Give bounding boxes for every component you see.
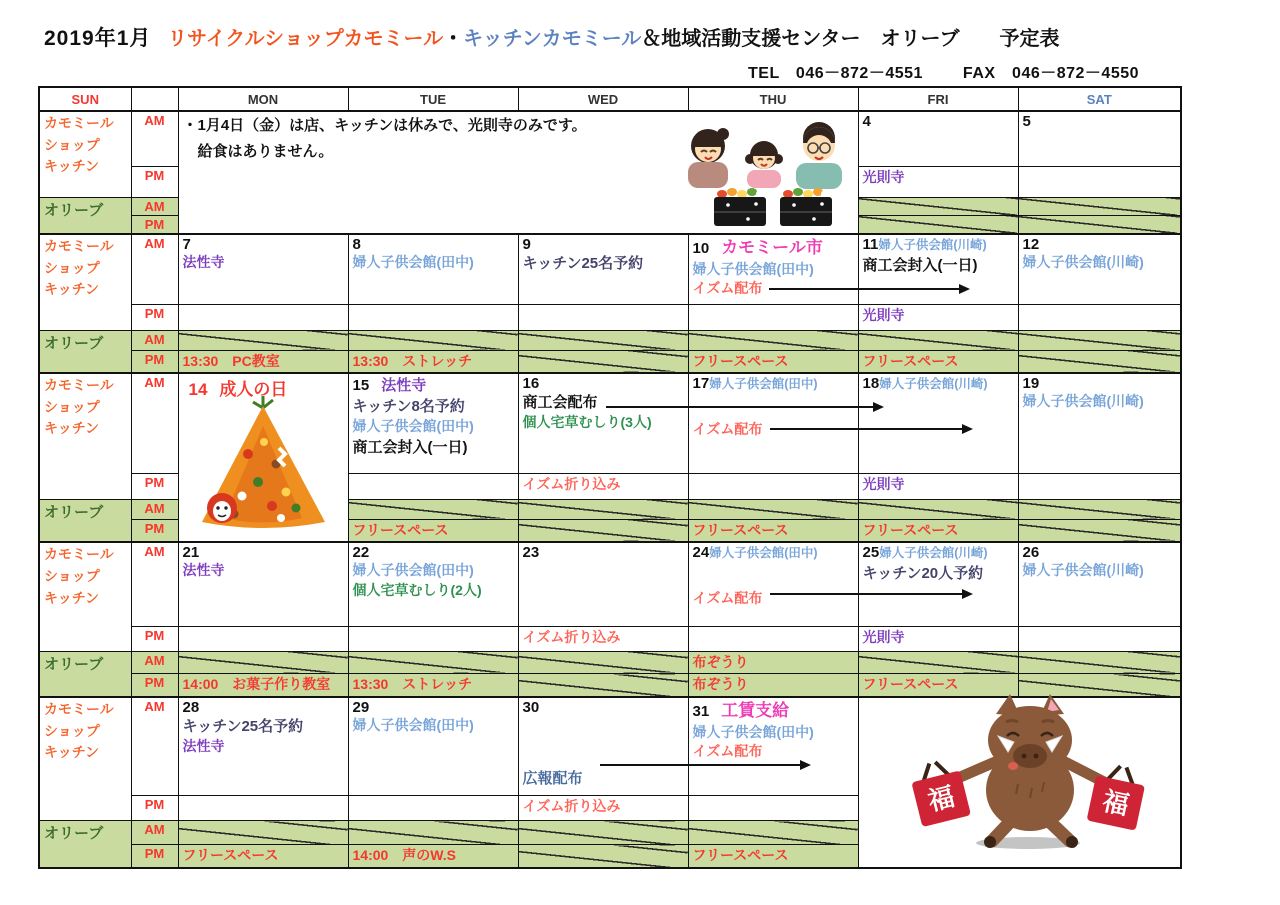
- entry: 婦人子供会館(田中): [692, 723, 814, 740]
- closed-cell: [348, 821, 518, 845]
- cell-jan12-am: [1018, 234, 1181, 304]
- cell-jan5-pm: [1018, 166, 1181, 197]
- cell-jan30-pm: イズム折り込み: [518, 796, 688, 821]
- arrow-shokokai-week3: [606, 406, 873, 408]
- entry: 婦人子供会館(川崎): [879, 546, 988, 561]
- closed-cell: [178, 651, 348, 674]
- closed-cell: [178, 821, 348, 845]
- page-title: [44, 22, 1060, 52]
- note-line1: ・1月4日（金）は店、キッチンは休みで、光則寺のみです。: [182, 117, 587, 134]
- pm-label: PM: [131, 166, 178, 197]
- olive-event: フリースペース: [858, 350, 1018, 373]
- col-header-sun: SUN: [39, 87, 131, 111]
- entry: 婦人子供会館(田中): [352, 418, 474, 435]
- olive-event: フリースペース: [688, 350, 858, 373]
- date: 26: [1022, 544, 1040, 562]
- entry: 婦人子供会館(川崎): [878, 238, 987, 252]
- entry: キッチン25名予約: [522, 255, 644, 272]
- date: 23: [522, 544, 540, 562]
- olive-event: 14:00 お菓子作り教室: [178, 674, 348, 697]
- col-header-fri: FRI: [858, 87, 1018, 111]
- col-header-mon: MON: [178, 87, 348, 111]
- olive-event: フリースペース: [688, 845, 858, 868]
- empty-cell: [688, 304, 858, 330]
- date: 25: [862, 544, 880, 562]
- cell-jan15-am: [348, 373, 518, 473]
- col-header-sat: SAT: [1018, 87, 1181, 111]
- date: 30: [522, 698, 540, 716]
- pm-label: PM: [131, 304, 178, 330]
- cell-jan18-pm: 光則寺: [858, 473, 1018, 499]
- entry: 婦人子供会館(田中): [692, 260, 814, 277]
- cell-jan23-pm: イズム折り込み: [518, 626, 688, 651]
- closed-cell: [518, 674, 688, 697]
- col-header-blank: [131, 87, 178, 111]
- entry: イズム配布: [692, 420, 763, 437]
- closed-cell: [688, 499, 858, 519]
- cell-jan30-am: [518, 697, 688, 796]
- date: 16: [522, 375, 540, 393]
- olive-event: 布ぞうり: [688, 674, 858, 697]
- event-title: 工賃支給: [721, 700, 790, 720]
- date: 19: [1022, 375, 1040, 393]
- cell-jan16-am: [518, 373, 688, 473]
- closed-cell: [858, 651, 1018, 674]
- cell-jan4-am: [858, 111, 1018, 166]
- olive-event: フリースペース: [348, 519, 518, 542]
- olive-event: フリースペース: [858, 519, 1018, 542]
- entry: 婦人子供会館(田中): [709, 377, 818, 392]
- cell-jan28-am: [178, 697, 348, 796]
- closed-cell: [348, 330, 518, 350]
- closed-cell: [688, 330, 858, 350]
- col-header-thu: THU: [688, 87, 858, 111]
- date: 28: [182, 698, 200, 716]
- arrow-izumu-week4: [770, 593, 962, 595]
- am-label: AM: [131, 697, 178, 796]
- date: 29: [352, 698, 370, 716]
- pm-label: PM: [131, 626, 178, 651]
- closed-cell: [518, 519, 688, 542]
- pm-label: PM: [131, 674, 178, 697]
- cell-jan16-pm: イズム折り込み: [518, 473, 688, 499]
- olive-event: 13:30 ストレッチ: [348, 350, 518, 373]
- closed-cell: [1018, 330, 1181, 350]
- cell-jan11-am: [858, 234, 1018, 304]
- cell-jan21-am: [178, 542, 348, 626]
- empty-cell: [348, 626, 518, 651]
- cell-jan4-pm: 光則寺: [858, 166, 1018, 197]
- closed-cell: [688, 821, 858, 845]
- entry: イズム配布: [692, 743, 763, 760]
- title-kitchen-name: キッチンカモミール: [463, 28, 642, 50]
- am-label: AM: [131, 821, 178, 845]
- cell-jan5-am: [1018, 111, 1181, 166]
- row-label-olive: オリーブ: [39, 499, 131, 542]
- row-label-olive: オリーブ: [39, 197, 131, 234]
- entry: 商工会封入(一日): [352, 438, 468, 456]
- date: 17: [692, 375, 710, 393]
- empty-cell: [688, 796, 858, 821]
- closed-cell: [1018, 350, 1181, 373]
- row-label-olive: オリーブ: [39, 330, 131, 373]
- am-label: AM: [131, 542, 178, 626]
- empty-cell: [1018, 473, 1181, 499]
- entry: 広報配布: [522, 770, 583, 788]
- cell-jan18-am: [858, 373, 1018, 473]
- date: 18: [862, 375, 880, 393]
- am-label: AM: [131, 234, 178, 304]
- olive-event: フリースペース: [688, 519, 858, 542]
- entry: イズム配布: [692, 280, 763, 297]
- closed-cell: [858, 499, 1018, 519]
- olive-event: 14:00 声のW.S: [348, 845, 518, 868]
- title-dot: ・: [443, 28, 464, 50]
- date: 7: [182, 236, 191, 253]
- cell-jan25-am: [858, 542, 1018, 626]
- cell-jan9-am: [518, 234, 688, 304]
- date: 21: [182, 544, 200, 562]
- empty-cell: [178, 626, 348, 651]
- closed-cell: [348, 499, 518, 519]
- cell-jan8-am: [348, 234, 518, 304]
- entry: 婦人子供会館(川崎): [879, 377, 988, 392]
- closed-cell: [858, 330, 1018, 350]
- entry: キッチン25名予約: [182, 717, 304, 735]
- cell-jan17-am: [688, 373, 858, 473]
- pm-label: PM: [131, 845, 178, 868]
- col-header-wed: WED: [518, 87, 688, 111]
- closed-cell: [1018, 197, 1181, 215]
- empty-cell: [348, 796, 518, 821]
- am-label: AM: [131, 373, 178, 473]
- date: 24: [692, 544, 710, 562]
- closed-cell: [518, 350, 688, 373]
- cell-jan23-am: [518, 542, 688, 626]
- date: 15: [352, 377, 370, 395]
- pm-label: PM: [131, 215, 178, 234]
- cell-jan31-am: [688, 697, 858, 796]
- am-label: AM: [131, 499, 178, 519]
- empty-cell: [348, 304, 518, 330]
- entry: 個人宅草むしり(3人): [522, 414, 652, 431]
- entry: 婦人子供会館(田中): [352, 254, 474, 270]
- entry: 法性寺: [182, 254, 225, 270]
- olive-event: フリースペース: [178, 845, 348, 868]
- empty-cell: [348, 473, 518, 499]
- am-label: AM: [131, 330, 178, 350]
- date: 5: [1022, 113, 1031, 130]
- closed-cell: [1018, 215, 1181, 234]
- arrow-koho-week5: [600, 764, 800, 766]
- olive-event: 13:30 ストレッチ: [348, 674, 518, 697]
- date: 4: [862, 113, 871, 130]
- title-month: 2019年1月: [44, 27, 152, 50]
- row-label-shop: カモミール ショップ キッチン: [39, 542, 131, 651]
- cell-jan29-am: [348, 697, 518, 796]
- pm-label: PM: [131, 796, 178, 821]
- empty-cell: [1018, 304, 1181, 330]
- date: 9: [522, 236, 531, 253]
- closed-cell: [178, 330, 348, 350]
- entry: 法性寺: [381, 377, 427, 395]
- empty-cell: [178, 796, 348, 821]
- note-line2: 給食はありません。: [182, 143, 334, 161]
- empty-cell: [178, 304, 348, 330]
- closed-cell: [1018, 499, 1181, 519]
- row-label-shop: カモミール ショップ キッチン: [39, 373, 131, 499]
- closed-cell: [518, 821, 688, 845]
- title-shop-name: リサイクルショップカモミール: [167, 28, 444, 50]
- am-label: AM: [131, 111, 178, 166]
- closed-cell: [1018, 651, 1181, 674]
- entry: 商工会配布: [522, 394, 598, 412]
- date: 8: [352, 236, 361, 253]
- pm-label: PM: [131, 350, 178, 373]
- empty-cell: [688, 626, 858, 651]
- olive-event: フリースペース: [858, 674, 1018, 697]
- entry: 法性寺: [182, 737, 225, 754]
- date: 31: [692, 702, 710, 720]
- entry: 婦人子供会館(川崎): [1022, 254, 1144, 270]
- entry: キッチン8名予約: [352, 398, 465, 416]
- entry: 婦人子供会館(田中): [709, 546, 818, 561]
- holiday-name: 成人の日: [219, 380, 288, 400]
- pm-label: PM: [131, 473, 178, 499]
- olive-event: 布ぞうり: [688, 651, 858, 674]
- row-label-olive: オリーブ: [39, 651, 131, 697]
- date: 11: [862, 236, 879, 253]
- entry: 法性寺: [182, 562, 225, 579]
- entry: 商工会封入(一日): [862, 256, 978, 274]
- olive-event: 13:30 PC教室: [178, 350, 348, 373]
- date: 14: [188, 380, 208, 400]
- closed-cell: [348, 651, 518, 674]
- entry: キッチン20人予約: [862, 564, 984, 582]
- row-label-shop: カモミール ショップ キッチン: [39, 697, 131, 821]
- col-header-tue: TUE: [348, 87, 518, 111]
- entry: 個人宅草むしり(2人): [352, 581, 482, 598]
- day-header-row: [39, 87, 1181, 111]
- date: 12: [1022, 236, 1040, 253]
- am-label: AM: [131, 197, 178, 215]
- am-label: AM: [131, 651, 178, 674]
- pm-label: PM: [131, 519, 178, 542]
- closed-cell: [518, 845, 688, 868]
- date: 22: [352, 544, 370, 562]
- date: 10: [692, 240, 710, 257]
- entry: 婦人子供会館(川崎): [1022, 393, 1144, 410]
- row-label-shop: カモミール ショップ キッチン: [39, 234, 131, 330]
- svg-text:福: 福: [924, 781, 958, 817]
- closed-cell: [858, 215, 1018, 234]
- cell-jan25-pm: 光則寺: [858, 626, 1018, 651]
- empty-cell: [688, 473, 858, 499]
- closed-cell: [858, 197, 1018, 215]
- entry: 婦人子供会館(田中): [352, 562, 474, 579]
- entry: 婦人子供会館(田中): [352, 716, 474, 733]
- row-label-shop: カモミール ショップ キッチン: [39, 111, 131, 197]
- cell-jan11-pm: 光則寺: [858, 304, 1018, 330]
- contact-info: [748, 60, 1139, 83]
- dondoyaki-bonfire-illustration: [186, 392, 341, 534]
- row-label-olive: オリーブ: [39, 821, 131, 868]
- event-title: カモミール市: [721, 238, 823, 257]
- arrow-izumu-week3: [770, 428, 962, 430]
- cell-jan7-am: [178, 234, 348, 304]
- entry: イズム配布: [692, 589, 763, 606]
- fax-number: FAX 046－872－4550: [962, 65, 1140, 82]
- closed-cell: [1018, 519, 1181, 542]
- arrow-izumu-week2: [769, 288, 959, 290]
- entry: 婦人子供会館(川崎): [1022, 562, 1144, 579]
- cell-jan26-am: [1018, 542, 1181, 626]
- cell-jan22-am: [348, 542, 518, 626]
- svg-text:福: 福: [1099, 785, 1132, 821]
- title-rest: ＆地域活動支援センター オリーブ 予定表: [641, 28, 1060, 50]
- cell-jan19-am: [1018, 373, 1181, 473]
- cell-jan24-am: [688, 542, 858, 626]
- cell-jan10-am: [688, 234, 858, 304]
- closed-cell: [518, 499, 688, 519]
- tel-number: TEL 046－872－4551: [748, 65, 923, 82]
- osechi-family-illustration: [676, 112, 854, 230]
- closed-cell: [518, 651, 688, 674]
- empty-cell: [1018, 626, 1181, 651]
- empty-cell: [518, 304, 688, 330]
- new-year-boar-illustration: [880, 692, 1170, 852]
- fuku-bag-left: [908, 757, 971, 827]
- closed-cell: [518, 330, 688, 350]
